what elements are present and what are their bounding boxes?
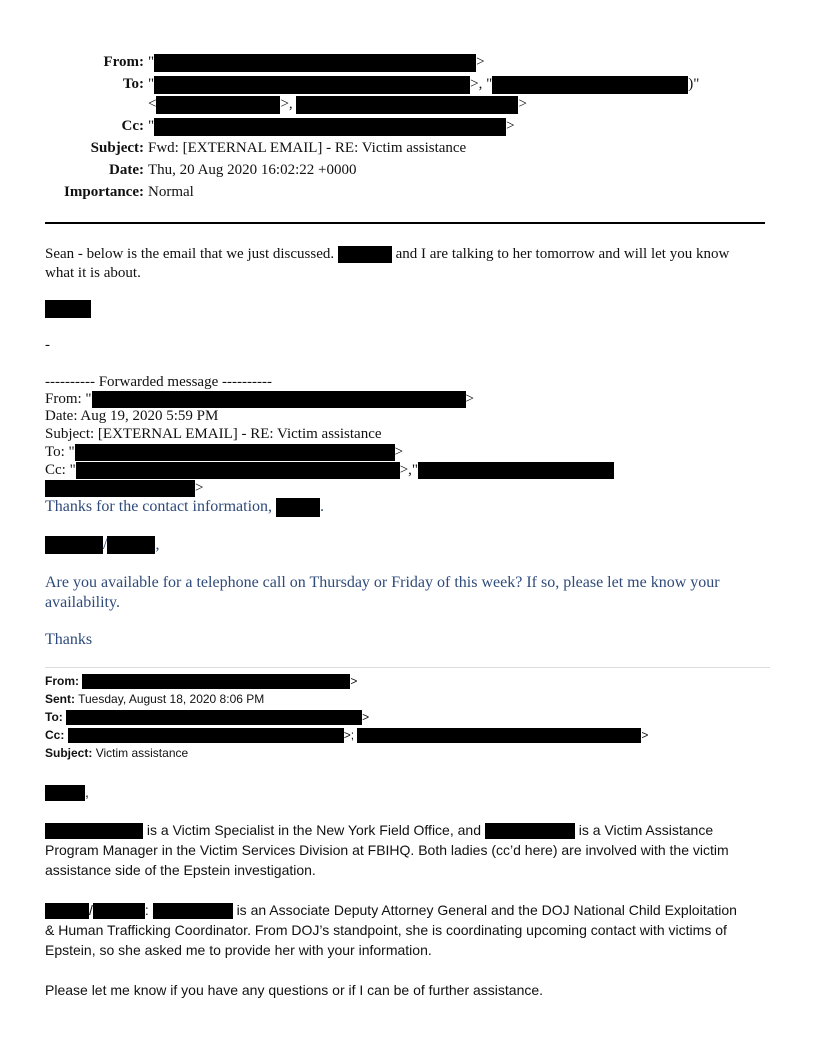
- redaction: [357, 728, 641, 743]
- orig-cc-label: Cc:: [45, 728, 65, 742]
- para1-line2: Program Manager in the Victim Services Division at FBIHQ. Both ladies (cc’d here) are involved with the victim: [45, 842, 729, 858]
- message-line-2: what it is about.: [45, 265, 141, 281]
- to-value-cont: < >, >: [148, 96, 527, 112]
- fwd-date: Date: Aug 19, 2020 5:59 PM: [45, 408, 219, 424]
- orig-salutation: ,: [45, 782, 89, 802]
- to-label: To:: [122, 76, 144, 92]
- message-text: and I are talking to her tomorrow and will let you know: [395, 246, 730, 262]
- redaction: [418, 462, 614, 479]
- para3: Please let me know if you have any questions or if I can be of further assistance.: [45, 982, 544, 998]
- fwd-cc: Cc: " >,": [45, 461, 614, 479]
- para1-line1: [45, 820, 713, 840]
- salutation-redaction: / ,: [45, 535, 159, 555]
- orig-to: To: >: [45, 710, 370, 724]
- signature-redaction: [45, 299, 91, 318]
- orig-sent-value: Tuesday, August 18, 2020 8:06 PM: [78, 692, 265, 706]
- redaction: [45, 300, 91, 318]
- orig-to-label: To:: [45, 710, 63, 724]
- availability-question: Are you available for a telephone call on Thursday or Friday of this week? If so, please let me know your availability.: [45, 574, 720, 611]
- thanks-line: Thanks for the contact information, .: [45, 498, 325, 515]
- message-text: Sean - below is the email that we just discussed.: [45, 246, 335, 262]
- para1-line3: assistance side of the Epstein investigation.: [45, 862, 316, 878]
- redaction: [68, 728, 344, 743]
- from-value: " >: [148, 54, 485, 70]
- redaction: [107, 536, 155, 554]
- cc-value: " >: [148, 118, 515, 134]
- redaction: [76, 462, 400, 479]
- orig-subject-label: Subject:: [45, 746, 93, 760]
- redaction: [75, 444, 395, 461]
- message-line-1: [45, 245, 729, 263]
- message-separator: [45, 667, 770, 668]
- from-label: From:: [103, 54, 144, 70]
- para-text: is a Victim Specialist in the New York Field Office, and: [146, 822, 481, 838]
- orig-sent: [45, 690, 264, 708]
- redaction: [82, 674, 350, 689]
- orig-cc: Cc: >; >: [45, 728, 649, 742]
- fwd-subject: Subject: [EXTERNAL EMAIL] - RE: Victim assistance: [45, 426, 382, 442]
- fwd-cc-label: Cc: ": [45, 462, 76, 478]
- redaction: [276, 498, 320, 517]
- redaction: [45, 903, 89, 919]
- redaction: [45, 785, 85, 801]
- redaction: [485, 823, 575, 839]
- para2-line3: Epstein, so she asked me to provide her with your information.: [45, 942, 432, 958]
- importance-value: Normal: [148, 184, 194, 200]
- redaction: [296, 96, 518, 114]
- subject-label: Subject:: [90, 140, 144, 156]
- fwd-to: To: " >: [45, 444, 404, 460]
- date-label: Date:: [109, 162, 144, 178]
- orig-from-label: From:: [45, 674, 79, 688]
- closing: Thanks: [45, 631, 93, 648]
- redaction: [45, 536, 103, 554]
- para-text: is a Victim Assistance: [578, 822, 714, 838]
- fwd-cc-cont: >: [45, 479, 203, 497]
- redaction: [45, 480, 195, 497]
- header-divider: [45, 222, 765, 224]
- date-value: Thu, 20 Aug 2020 16:02:22 +0000: [148, 162, 357, 178]
- importance-label: Importance:: [64, 184, 144, 200]
- redaction: [338, 246, 392, 263]
- para2-line2: & Human Trafficking Coordinator. From DOJ’s standpoint, she is coordinating upcoming contact with victims of: [45, 922, 727, 938]
- cc-label: Cc:: [121, 118, 144, 134]
- subject-value: Fwd: [EXTERNAL EMAIL] - RE: Victim assistance: [148, 140, 467, 156]
- orig-sent-label: Sent:: [45, 692, 75, 706]
- para2-line1: / : is an Associate Deputy Attorney General and the DOJ National Child Exploitation: [45, 900, 737, 920]
- redaction: [153, 903, 233, 919]
- orig-from: From: >: [45, 674, 358, 688]
- reply-text: Thanks for the contact information,: [45, 498, 273, 515]
- redaction: [492, 76, 688, 94]
- to-value: " >, " )": [148, 76, 700, 92]
- orig-subject: [45, 744, 188, 762]
- redaction: [154, 54, 476, 72]
- forwarded-banner: ---------- Forwarded message ----------: [45, 374, 272, 390]
- redaction: [66, 710, 362, 725]
- redaction: [93, 903, 145, 919]
- fwd-from: From: " >: [45, 391, 475, 407]
- fwd-from-label: From: ": [45, 391, 92, 407]
- redaction: [92, 391, 466, 408]
- redaction: [154, 118, 506, 136]
- dash-line: -: [45, 337, 50, 353]
- redaction: [154, 76, 470, 94]
- fwd-to-label: To: ": [45, 444, 75, 460]
- orig-subject-value: Victim assistance: [95, 746, 189, 760]
- para-text: is an Associate Deputy Attorney General and the DOJ National Child Exploitation: [236, 902, 737, 918]
- redaction: [45, 823, 143, 839]
- redaction: [156, 96, 280, 114]
